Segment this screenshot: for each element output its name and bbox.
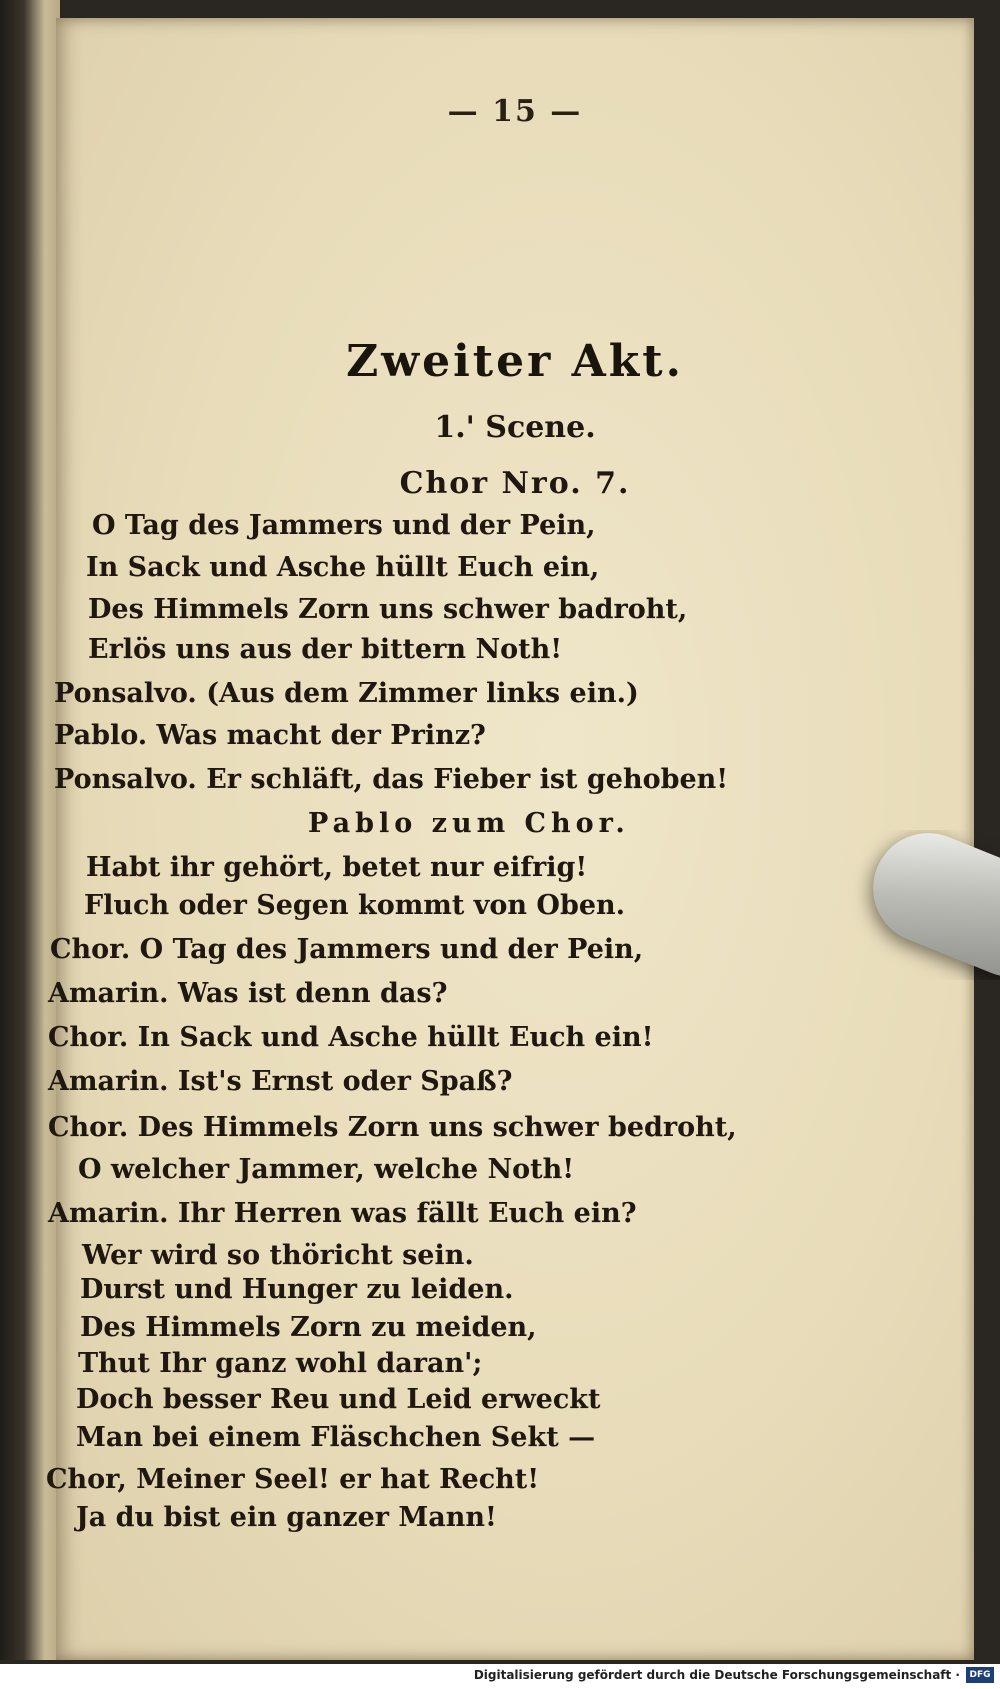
text-line: O Tag des Jammers und der Pein, — [92, 510, 596, 541]
text-line: In Sack und Asche hüllt Euch ein, — [86, 552, 600, 583]
footer-bar — [0, 1664, 1000, 1689]
text-line: Pablo zum Chor. — [308, 808, 630, 839]
text-line: Thut Ihr ganz wohl daran'; — [78, 1348, 483, 1379]
text-line: Des Himmels Zorn zu meiden, — [80, 1312, 537, 1343]
text-line: O welcher Jammer, welche Noth! — [78, 1154, 575, 1185]
text-line: Ja du bist ein ganzer Mann! — [76, 1502, 497, 1533]
scene-title: 1.' Scene. — [434, 410, 596, 445]
text-line: Chor. O Tag des Jammers und der Pein, — [50, 934, 644, 965]
book-spine — [0, 0, 60, 1660]
act-title: Zweiter Akt. — [346, 336, 684, 387]
text-line: Ponsalvo. (Aus dem Zimmer links ein.) — [54, 678, 639, 709]
dfg-logo-icon: DFG — [966, 1667, 994, 1683]
text-line: Doch besser Reu und Leid erweckt — [76, 1384, 601, 1415]
text-line: Chor. Des Himmels Zorn uns schwer bedroht, — [48, 1112, 737, 1143]
text-line: Amarin. Ist's Ernst oder Spaß? — [48, 1066, 513, 1097]
footer-credit: Digitalisierung gefördert durch die Deutsche Forschungsgemeinschaft · — [473, 1668, 960, 1682]
text-line: Amarin. Ihr Herren was fällt Euch ein? — [48, 1198, 637, 1229]
text-line: Fluch oder Segen kommt von Oben. — [84, 890, 626, 921]
clip-shape — [857, 830, 1000, 980]
text-line: Habt ihr gehört, betet nur eifrig! — [86, 852, 588, 883]
book-page — [46, 18, 974, 1660]
text-line: Erlös uns aus der bittern Noth! — [88, 634, 563, 665]
text-line: Man bei einem Fläschchen Sekt — — [76, 1422, 596, 1453]
page-number: — 15 — — [447, 94, 583, 129]
text-line: Wer wird so thöricht sein. — [82, 1240, 474, 1271]
chor-heading: Chor Nro. 7. — [399, 466, 631, 501]
text-line: Durst und Hunger zu leiden. — [80, 1274, 514, 1305]
text-line: Amarin. Was ist denn das? — [48, 978, 448, 1009]
text-line: Ponsalvo. Er schläft, das Fieber ist gehoben! — [54, 764, 729, 795]
page-clip — [850, 830, 1000, 980]
text-line: Des Himmels Zorn uns schwer badroht, — [88, 594, 688, 625]
text-line: Chor. In Sack und Asche hüllt Euch ein! — [48, 1022, 654, 1053]
text-line: Chor, Meiner Seel! er hat Recht! — [46, 1464, 540, 1495]
text-line: Pablo. Was macht der Prinz? — [54, 720, 486, 751]
